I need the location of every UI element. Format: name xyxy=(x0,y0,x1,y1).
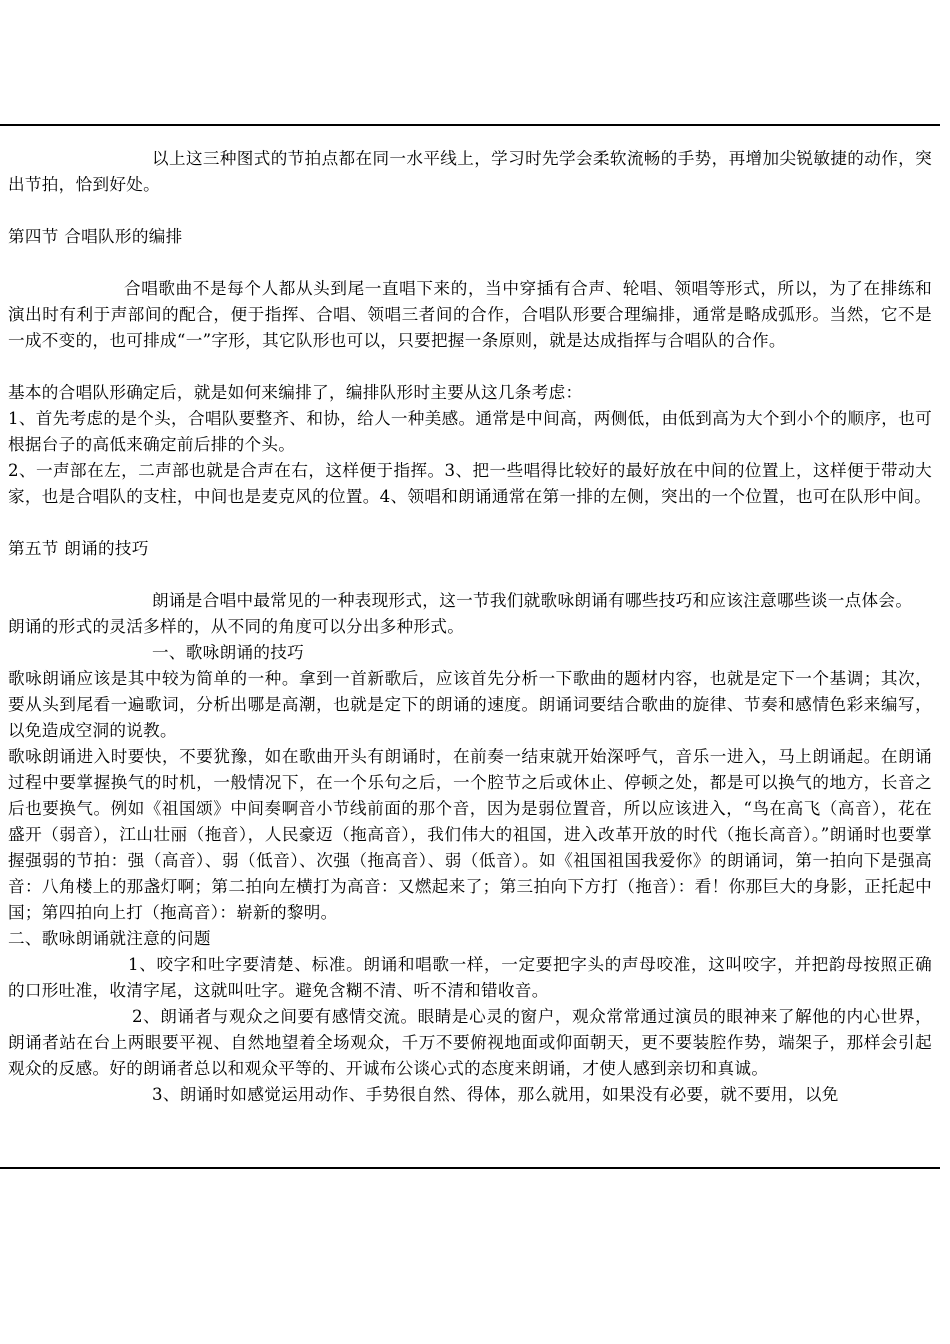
paragraph: 3、朗诵时如感觉运用动作、手势很自然、得体，那么就用，如果没有必要，就不要用，以免 xyxy=(152,1085,839,1104)
paragraph: 以上这三种图式的节拍点都在同一水平线上，学习时先学会柔软流畅的手势，再增加尖锐敏捷的动作，突出节拍，恰到好处。 xyxy=(8,149,932,194)
paragraph: 歌咏朗诵进入时要快，不要犹豫，如在歌曲开头有朗诵时，在前奏一结束就开始深呼气，音乐一进入，马上朗诵起。在朗诵过程中要掌握换气的时机，一般情况下，在一个乐句之后，一个腔节之后或休止、停顿之处，都是可以换气的地方，长音之后也要换气。例如《祖国颂》中间奏啊音小节线前面的那个音，因为是弱位置音，所以应该进入，“鸟在高飞（高音），花在盛开（弱音），江山壮丽（拖音），人民豪迈（拖高音），我们伟大的祖国，进入改革开放的时代（拖长高音）。”朗诵时也要掌握强弱的节拍：强（高音）、弱（低音）、次强（拖高音）、弱（低音）。如《祖国祖国我爱你》的朗诵词，第一拍向下是强高音：八角楼上的那盏灯啊；第二拍向左横打为高音：又燃起来了；第三拍向下方打（拖音）：看！你那巨大的身影，正托起中国；第四拍向上打（拖高音）：崭新的黎明。 xyxy=(8,747,932,922)
paragraph: 朗诵是合唱中最常见的一种表现形式，这一节我们就歌咏朗诵有哪些技巧和应该注意哪些谈一点体会。 xyxy=(152,591,913,610)
paragraph: 1、咬字和吐字要清楚、标准。朗诵和唱歌一样，一定要把字头的声母咬准，这叫咬字，并把韵母按照正确的口形吐准，收清字尾，这就叫吐字。避免含糊不清、听不清和错收音。 xyxy=(8,955,932,1000)
section-heading: 第五节 朗诵的技巧 xyxy=(8,539,149,558)
paragraph: 歌咏朗诵应该是其中较为简单的一种。拿到一首新歌后，应该首先分析一下歌曲的题材内容，也就是定下一个基调；其次，要从头到尾看一遍歌词，分析出哪是高潮，也就是定下的朗诵的速度。朗诵词要结合歌曲的旋律、节奏和感情色彩来编写，以免造成空洞的说教。 xyxy=(8,669,932,740)
paragraph: 朗诵的形式的灵活多样的，从不同的角度可以分出多种形式。 xyxy=(8,617,465,636)
paragraph: 2、朗诵者与观众之间要有感情交流。眼睛是心灵的窗户，观众常常通过演员的眼神来了解他的内心世界，朗诵者站在台上两眼要平视、自然地望着全场观众，千万不要俯视地面或仰面朝天，更不要装腔作势，端架子，那样会引起观众的反感。好的朗诵者总以和观众平等的、开诚布公谈心式的态度来朗诵，才使人感到亲切和真诚。 xyxy=(8,1007,932,1078)
subheading: 二、歌咏朗诵就注意的问题 xyxy=(8,929,211,948)
paragraph: 基本的合唱队形确定后，就是如何来编排了，编排队形时主要从这几条考虑： xyxy=(8,383,583,402)
document-body xyxy=(8,146,932,1108)
subheading: 一、歌咏朗诵的技巧 xyxy=(152,643,305,662)
paragraph: 1、首先考虑的是个头，合唱队要整齐、和协，给人一种美感。通常是中间高，两侧低，由低到高为大个到小个的顺序，也可根据台子的高低来确定前后排的个头。 xyxy=(8,409,932,454)
paragraph: 合唱歌曲不是每个人都从头到尾一直唱下来的，当中穿插有合声、轮唱、领唱等形式，所以，为了在排练和演出时有利于声部间的配合，便于指挥、合唱、领唱三者间的合作，合唱队形要合理编排，通常是略成弧形。当然，它不是一成不变的，也可排成“一”字形，其它队形也可以，只要把握一条原则，就是达成指挥与合唱队的合作。 xyxy=(8,279,932,350)
section-heading: 第四节 合唱队形的编排 xyxy=(8,227,183,246)
top-rule xyxy=(0,124,940,126)
paragraph: 2、一声部在左，二声部也就是合声在右，这样便于指挥。3、把一些唱得比较好的最好放在中间的位置上，这样便于带动大家，也是合唱队的支柱，中间也是麦克风的位置。4、领唱和朗诵通常在第一排的左侧，突出的一个位置，也可在队形中间。 xyxy=(8,461,932,506)
bottom-rule xyxy=(0,1167,940,1169)
